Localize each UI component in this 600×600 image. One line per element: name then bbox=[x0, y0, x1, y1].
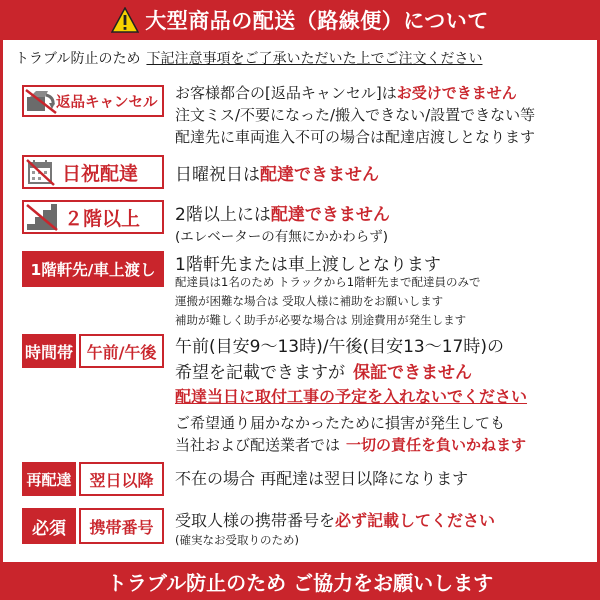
redelivery-badge-left: 再配達 bbox=[22, 462, 76, 496]
header-banner bbox=[0, 0, 600, 40]
return-cancel-icon bbox=[24, 87, 58, 115]
phone-line-1 bbox=[175, 508, 495, 531]
time-badge-right: 午前/午後 bbox=[79, 334, 164, 368]
floor-badge-label: ２階以上 bbox=[64, 207, 141, 230]
eaves-line-3: 運搬が困難な場合は 受取人様に補助をお願いします bbox=[175, 294, 444, 308]
intro-underlined: 下記注意事項をご了承いただいた上でご注文ください bbox=[146, 51, 483, 67]
return-line-1-text: お客様都合の[返品キャンセル]は bbox=[175, 84, 397, 102]
stairs-icon bbox=[24, 202, 60, 232]
time-line-3: 配達当日に取付工事の予定を入れないでください bbox=[175, 387, 528, 406]
time-line-5-text: 当社および配送業者では bbox=[175, 436, 341, 454]
header-title: 大型商品の配送（路線便）について bbox=[145, 9, 489, 33]
time-line-2 bbox=[175, 358, 472, 383]
footer-text: トラブル防止のため ご協力をお願いします bbox=[106, 570, 494, 595]
time-line-4: ご希望通り届かなかったために損害が発生しても bbox=[175, 414, 506, 432]
calendar-icon bbox=[24, 157, 58, 187]
time-badge-left: 時間帯 bbox=[22, 334, 76, 368]
return-line-2: 注文ミス/不要になった/搬入できない/設置できない等 bbox=[175, 106, 536, 124]
holiday-badge-label: 日祝配達 bbox=[62, 162, 139, 185]
eaves-line-2: 配達員は1名のため トラックから1階軒先まで配達員のみで bbox=[175, 275, 481, 289]
phone-badge-right: 携帯番号 bbox=[79, 508, 164, 544]
intro-lead: トラブル防止のため bbox=[15, 51, 141, 67]
floor-line-1-warning: 配達できません bbox=[270, 205, 390, 225]
time-line-2-text: 希望を記載できますが bbox=[175, 363, 345, 383]
return-line-1 bbox=[175, 82, 517, 103]
floor-line-2: (エレベーターの有無にかかわらず) bbox=[175, 229, 389, 245]
floor-badge bbox=[22, 200, 164, 234]
time-line-1: 午前(目安9～13時)/午後(目安13～17時)の bbox=[175, 337, 504, 357]
holiday-line-1 bbox=[175, 160, 379, 185]
eaves-badge: 1階軒先/車上渡し bbox=[22, 251, 164, 287]
time-line-2-warning: 保証できません bbox=[353, 363, 472, 383]
intro-text bbox=[15, 48, 482, 68]
floor-line-1-text: 2階以上には bbox=[175, 205, 271, 225]
notice-content bbox=[0, 40, 600, 562]
eaves-line-1: 1階軒先または車上渡しとなります bbox=[175, 255, 441, 275]
eaves-line-4: 補助が難しく助手が必要な場合は 別途費用が発生します bbox=[175, 313, 467, 327]
time-line-5 bbox=[175, 434, 526, 455]
return-line-3: 配達先に車両進入不可の場合は配達店渡しとなります bbox=[175, 128, 536, 146]
holiday-badge bbox=[22, 155, 164, 189]
holiday-line-1-text: 日曜祝日は bbox=[175, 165, 260, 185]
footer-banner bbox=[0, 562, 600, 600]
holiday-line-1-warning: 配達できません bbox=[260, 165, 379, 185]
return-cancel-badge bbox=[22, 85, 164, 117]
warning-icon bbox=[111, 7, 139, 33]
time-line-5-warning: 一切の責任を負いかねます bbox=[346, 436, 527, 454]
return-cancel-badge-label: 返品キャンセル bbox=[56, 94, 158, 111]
floor-line-1 bbox=[175, 200, 390, 225]
phone-line-2: (確実なお受取りのため) bbox=[175, 533, 299, 547]
redelivery-line-1: 不在の場合 再配達は翌日以降になります bbox=[175, 469, 469, 488]
return-line-1-warning: お受けできません bbox=[396, 84, 517, 102]
phone-line-1-warning: 必ず記載してください bbox=[335, 511, 496, 530]
phone-badge-left: 必須 bbox=[22, 508, 76, 544]
phone-line-1-text: 受取人様の携帯番号を bbox=[175, 511, 336, 530]
redelivery-badge-right: 翌日以降 bbox=[79, 462, 164, 496]
